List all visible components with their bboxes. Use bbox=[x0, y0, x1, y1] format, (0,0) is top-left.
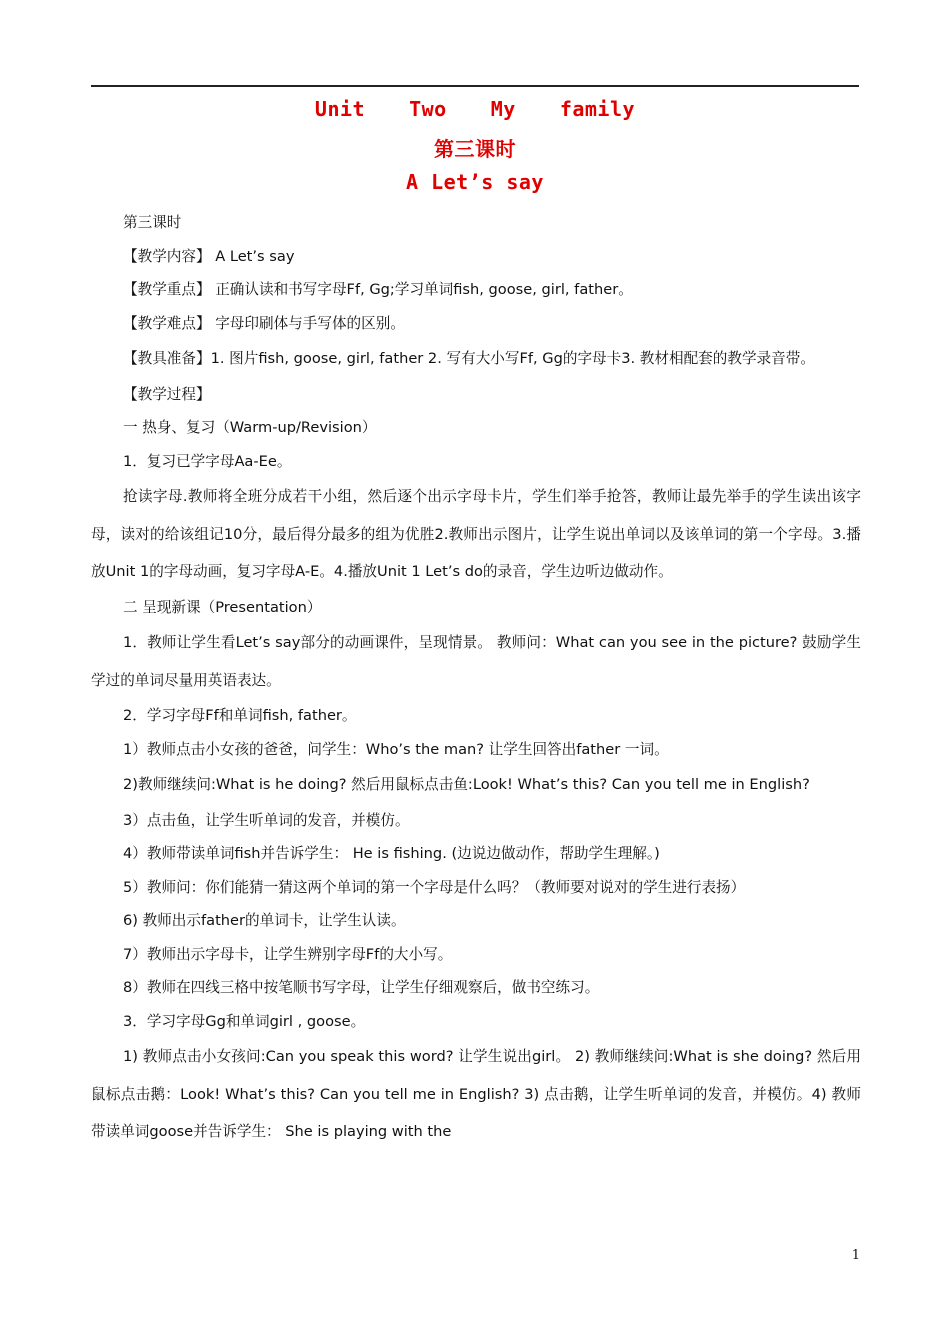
unit-title bbox=[91, 97, 859, 121]
paragraph: 1）教师点击小女孩的爸爸，问学生：Who’s the man? 让学生回答出father 一词。 bbox=[123, 740, 669, 758]
paragraph: 3．学习字母Gg和单词girl , goose。 bbox=[123, 1012, 366, 1030]
unit-word: Unit bbox=[314, 97, 366, 121]
unit-word: My bbox=[490, 97, 516, 121]
header-rule bbox=[91, 85, 859, 87]
paragraph: 【教学重点】 正确认读和书写字母Ff, Gg;学习单词fish, goose, girl, father。 bbox=[123, 281, 633, 298]
paragraph: 二 呈现新课（Presentation） bbox=[123, 598, 322, 616]
unit-word: Two bbox=[409, 97, 447, 121]
lesson-title: 第三课时 bbox=[434, 137, 516, 161]
paragraph: 4）教师带读单词fish并告诉学生： He is fishing. (边说边做动作，帮助学生理解。) bbox=[123, 845, 660, 862]
paragraph: 1．教师让学生看Let’s say部分的动画课件，呈现情景。 教师问：What can you see in the picture? 鼓励学生学过的单词尽量用英语表达。 bbox=[91, 634, 861, 689]
paragraph: 【教学过程】 bbox=[123, 385, 211, 403]
paragraph: 7）教师出示字母卡，让学生辨别字母Ff的大小写。 bbox=[123, 945, 453, 963]
part-title: A Let’s say bbox=[406, 170, 544, 194]
paragraph: 6) 教师出示father的单词卡，让学生认读。 bbox=[123, 912, 406, 929]
paragraph: 5）教师问：你们能猜一猜这两个单词的第一个字母是什么吗？（教师要对说对的学生进行表扬） bbox=[123, 878, 746, 896]
paragraph: 抢读字母.教师将全班分成若干小组，然后逐个出示字母卡片，学生们举手抢答，教师让最先举手的学生读出该字母，读对的给该组记10分，最后得分最多的组为优胜2.教师出示图片，让学生说出单词以及该单词的第一个字母。3.播放Unit 1的字母动画，复习字母A-E。4.播放Unit 1 Let’s do的录音，学生边听边做动作。 bbox=[91, 488, 861, 580]
paragraph: 第三课时 bbox=[123, 214, 182, 231]
paragraph: 3）点击鱼，让学生听单词的发音，并模仿。 bbox=[123, 811, 410, 829]
page-number: 1 bbox=[851, 1248, 860, 1263]
unit-word: family bbox=[559, 97, 636, 121]
paragraph: 【教学难点】 字母印刷体与手写体的区别。 bbox=[123, 314, 405, 332]
paragraph: 1．复习已学字母Aa-Ee。 bbox=[123, 452, 292, 470]
paragraph: 8）教师在四线三格中按笔顺书写字母，让学生仔细观察后，做书空练习。 bbox=[123, 979, 600, 996]
lesson-body bbox=[91, 206, 861, 1151]
paragraph: 【教学内容】 A Let’s say bbox=[123, 247, 295, 265]
paragraph: 1) 教师点击小女孩问:Can you speak this word? 让学生说出girl。 2) 教师继续问:What is she doing? 然后用鼠标点击鹅：Look! What’s this? Can you tell me in English? 3) 点击鹅，让学生听单词的发音，并模仿。4) 教师带读单词goose并告诉学生： She is playing with the bbox=[91, 1048, 861, 1140]
paragraph: 一 热身、复习（Warm-up/Revision） bbox=[123, 419, 377, 436]
paragraph: 2．学习字母Ff和单词fish, father。 bbox=[123, 707, 357, 724]
paragraph: 【教具准备】1. 图片fish, goose, girl, father 2. 写有大小写Ff, Gg的字母卡3. 教材相配套的教学录音带。 bbox=[123, 350, 815, 367]
paragraph: 2)教师继续问:What is he doing? 然后用鼠标点击鱼:Look! What’s this? Can you tell me in English? bbox=[123, 776, 810, 793]
